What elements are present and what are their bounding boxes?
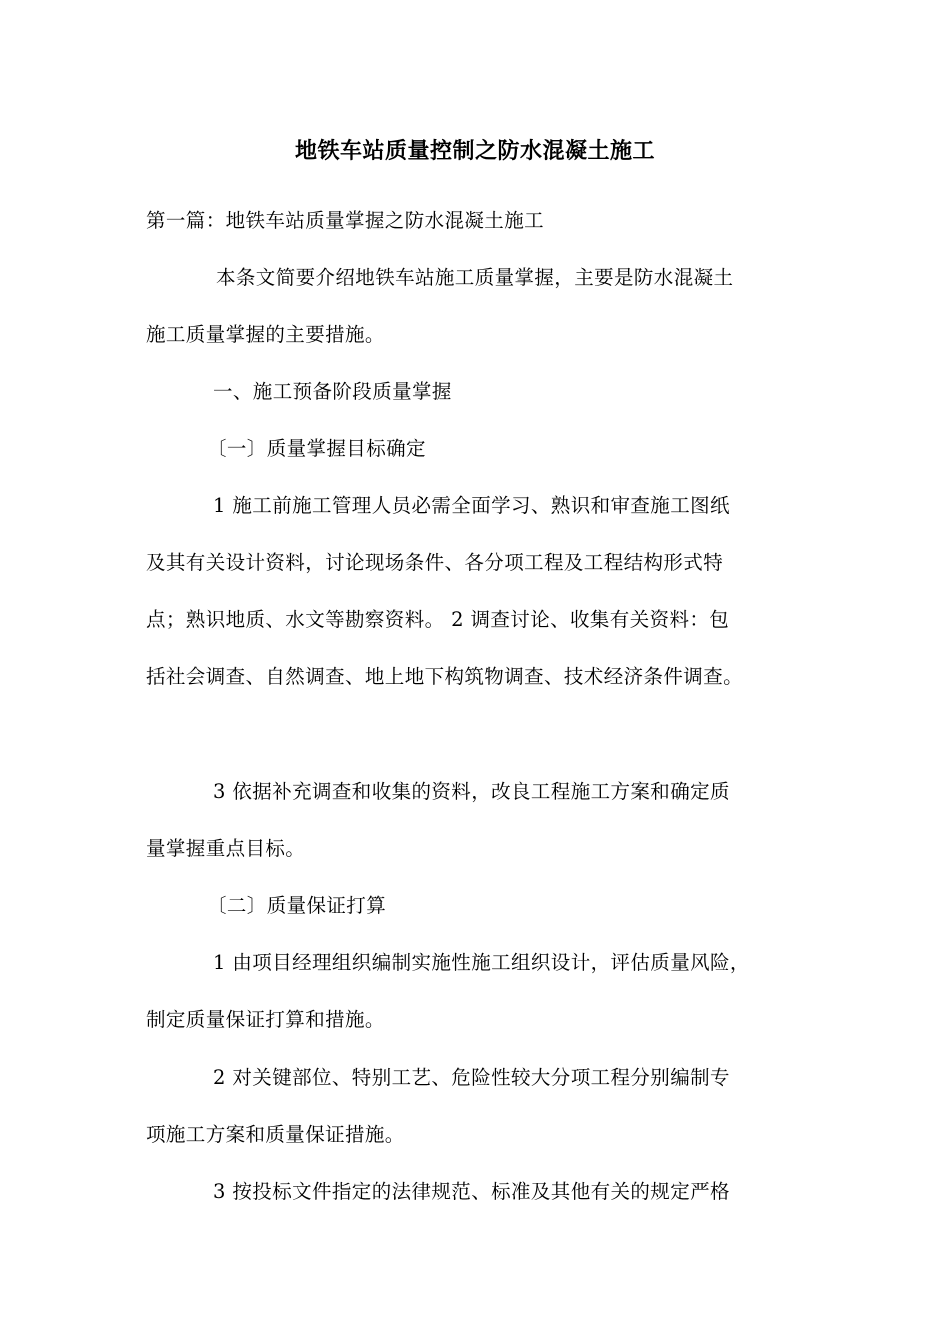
text-line: 2 对关键部位、特别工艺、危险性较大分项工程分别编制专 — [213, 1066, 730, 1089]
document-title: 地铁车站质量控制之防水混凝土施工 — [294, 139, 655, 164]
text-line: 第一篇：地铁车站质量掌握之防水混凝土施工 — [146, 209, 545, 232]
section-heading: 一、施工预备阶段质量掌握 — [213, 380, 452, 403]
text-line: 施工质量掌握的主要措施。 — [146, 323, 385, 346]
subsection-heading: 〔二〕质量保证打算 — [207, 894, 387, 917]
text-line: 量掌握重点目标。 — [146, 837, 306, 860]
text-line: 3 按投标文件指定的法律规范、标准及其他有关的规定严格 — [213, 1180, 730, 1203]
text-line: 项施工方案和质量保证措施。 — [146, 1123, 405, 1146]
text-line: 本条文简要介绍地铁车站施工质量掌握，主要是防水混凝土 — [216, 266, 734, 289]
text-line: 括社会调查、自然调查、地上地下构筑物调查、技术经济条件调查。 — [146, 665, 744, 688]
text-line: 3 依据补充调查和收集的资料，改良工程施工方案和确定质 — [213, 780, 730, 803]
text-line: 点；熟识地质、水文等勘察资料。 2 调查讨论、收集有关资料：包 — [146, 608, 730, 631]
text-line: 制定质量保证打算和措施。 — [146, 1008, 385, 1031]
text-line: 1 由项目经理组织编制实施性施工组织设计，评估质量风险， — [213, 951, 750, 974]
text-line: 1 施工前施工管理人员必需全面学习、熟识和审查施工图纸 — [213, 494, 730, 517]
subsection-heading: 〔一〕质量掌握目标确定 — [207, 437, 426, 460]
text-line: 及其有关设计资料，讨论现场条件、各分项工程及工程结构形式特 — [146, 551, 724, 574]
